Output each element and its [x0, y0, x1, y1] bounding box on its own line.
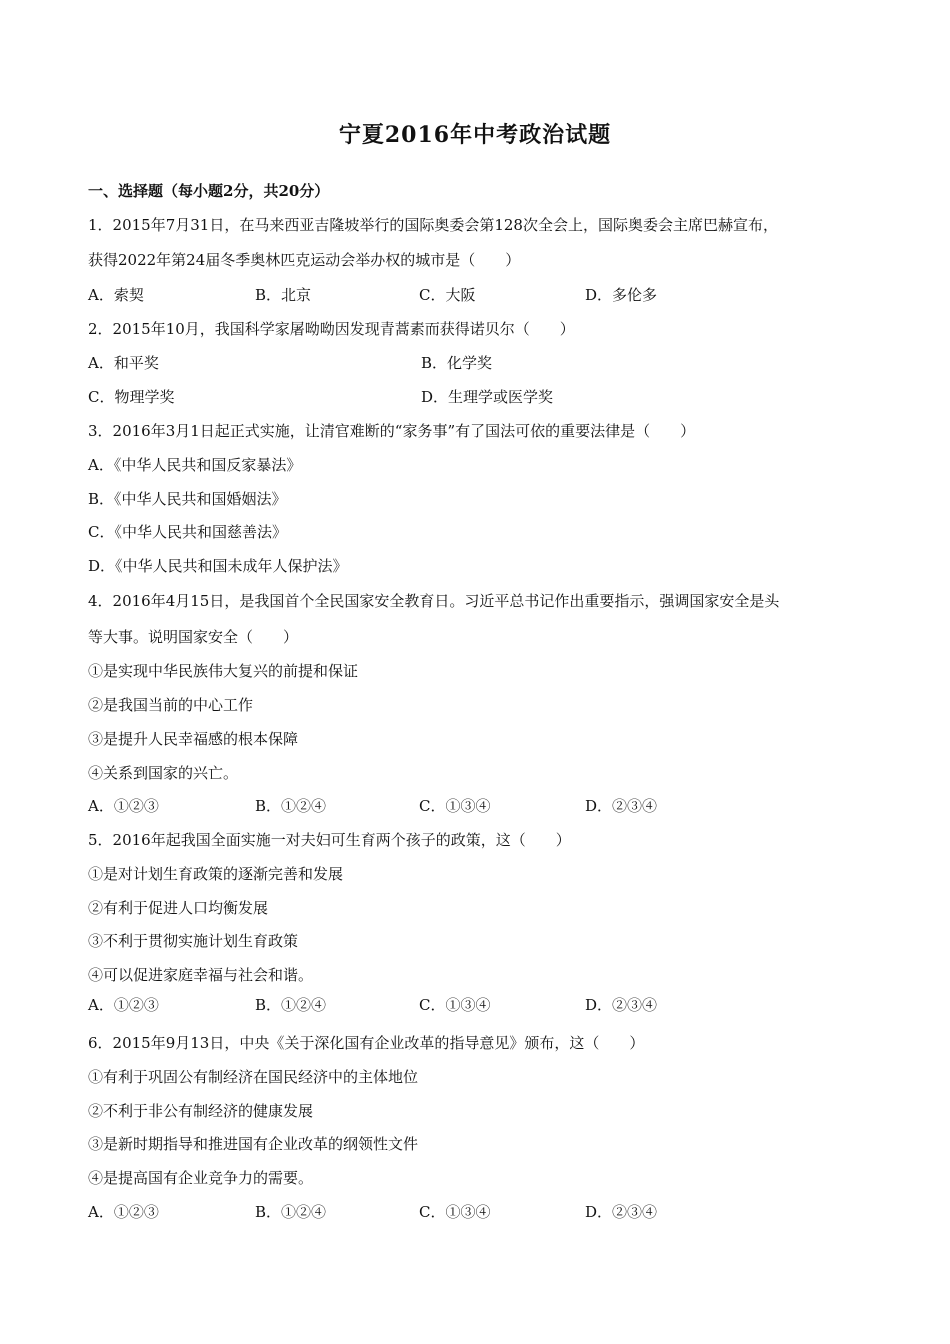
option-a: A．和平奖 — [88, 354, 159, 372]
option-b: B．①②④ — [255, 996, 327, 1014]
option-a: A．①②③ — [88, 1203, 159, 1221]
option-b: B．①②④ — [255, 797, 327, 815]
option-a: A．①②③ — [88, 797, 159, 815]
option-c: C．①③④ — [419, 996, 491, 1014]
option-a: A．①②③ — [88, 996, 159, 1014]
option-c: C．①③④ — [419, 797, 491, 815]
section-header: 一、选择题（每小题2分，共20分） — [88, 182, 330, 200]
option-d: D．②③④ — [585, 1203, 658, 1221]
option-d: D．②③④ — [585, 996, 658, 1014]
question-5-statement-2: ②有利于促进人口均衡发展 — [88, 899, 269, 917]
option-d: D．多伦多 — [585, 286, 658, 304]
question-1-stem-line-1: 1．2015年7月31日，在马来西亚吉隆坡举行的国际奥委会第128次全会上，国际奥委会主席巴赫宣布， — [88, 216, 778, 234]
option-b: B．①②④ — [255, 1203, 327, 1221]
question-4-statement-2: ②是我国当前的中心工作 — [88, 696, 254, 714]
question-3-option-a: A．《中华人民共和国反家暴法》 — [88, 456, 302, 474]
option-c: C．物理学奖 — [88, 388, 175, 406]
option-b: B．化学奖 — [421, 354, 493, 372]
question-3-option-d: D．《中华人民共和国未成年人保护法》 — [88, 557, 348, 575]
question-6-stem: 6．2015年9月13日，中央《关于深化国有企业改革的指导意见》颁布，这（ ） — [88, 1034, 645, 1052]
option-c: C．①③④ — [419, 1203, 491, 1221]
question-3-option-b: B．《中华人民共和国婚姻法》 — [88, 490, 287, 508]
question-6-statement-4: ④是提高国有企业竞争力的需要。 — [88, 1169, 314, 1187]
question-5-stem: 5．2016年起我国全面实施一对夫妇可生育两个孩子的政策，这（ ） — [88, 831, 571, 849]
question-5-statement-3: ③不利于贯彻实施计划生育政策 — [88, 932, 299, 950]
question-4-stem-line-2: 等大事。说明国家安全（ ） — [88, 628, 299, 646]
question-4-statement-3: ③是提升人民幸福感的根本保障 — [88, 730, 299, 748]
option-a: A．索契 — [88, 286, 144, 304]
question-6-statement-1: ①有利于巩固公有制经济在国民经济中的主体地位 — [88, 1068, 419, 1086]
question-6-statement-3: ③是新时期指导和推进国有企业改革的纲领性文件 — [88, 1135, 419, 1153]
question-3-stem: 3．2016年3月1日起正式实施，让清官难断的“家务事”有了国法可依的重要法律是（ ） — [88, 422, 696, 440]
question-2-stem: 2．2015年10月，我国科学家屠呦呦因发现青蒿素而获得诺贝尔（ ） — [88, 320, 575, 338]
question-6-statement-2: ②不利于非公有制经济的健康发展 — [88, 1102, 314, 1120]
option-d: D．生理学或医学奖 — [421, 388, 554, 406]
option-c: C．大阪 — [419, 286, 476, 304]
option-b: B．北京 — [255, 286, 312, 304]
question-1-stem-line-2: 获得2022年第24届冬季奥林匹克运动会举办权的城市是（ ） — [88, 251, 521, 269]
question-5-statement-1: ①是对计划生育政策的逐渐完善和发展 — [88, 865, 344, 883]
option-d: D．②③④ — [585, 797, 658, 815]
question-3-option-c: C．《中华人民共和国慈善法》 — [88, 523, 287, 541]
question-4-statement-1: ①是实现中华民族伟大复兴的前提和保证 — [88, 662, 359, 680]
question-4-stem-line-1: 4．2016年4月15日，是我国首个全民国家安全教育日。习近平总书记作出重要指示，强调国家安全是头 — [88, 592, 780, 610]
page-title: 宁夏2016年中考政治试题 — [338, 122, 612, 148]
question-5-statement-4: ④可以促进家庭幸福与社会和谐。 — [88, 966, 314, 984]
question-4-statement-4: ④关系到国家的兴亡。 — [88, 764, 239, 782]
